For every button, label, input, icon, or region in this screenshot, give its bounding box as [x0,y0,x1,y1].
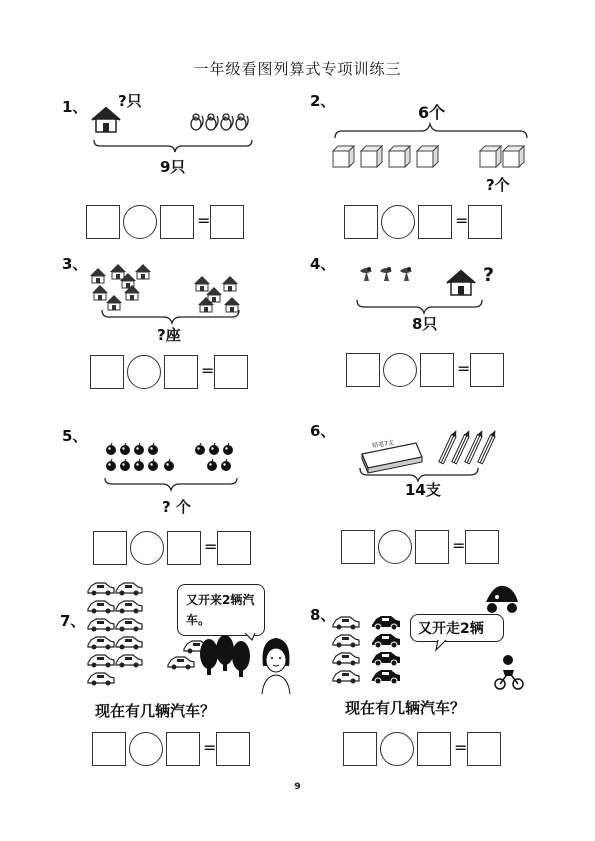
mountain-icon [90,264,240,312]
answer-box[interactable] [164,355,198,389]
answer-box[interactable] [214,355,248,389]
answer-box[interactable] [217,531,251,565]
problem-7-bubble-text: 又开来2辆汽车。 [186,593,255,627]
operator-circle[interactable] [378,530,412,564]
answer-box[interactable] [468,205,502,239]
problem-7-question: 现在有几辆汽车？ [95,702,216,720]
problem-2-top-label: 6个 [418,103,446,122]
problem-8-question: 现在有几辆汽车？ [345,699,466,717]
equals-sign: = [203,738,217,757]
operator-circle[interactable] [129,732,163,766]
answer-box[interactable] [93,531,127,565]
house-icon [447,271,475,295]
problem-3-bottom-label: ?座 [157,326,181,344]
problem-6-number: 6、 [310,422,336,440]
answer-box[interactable] [465,530,499,564]
equals-sign: = [201,361,215,380]
operator-circle[interactable] [123,205,157,239]
bird-icon [360,267,412,281]
page-title: 一年级看图列算式专项训练三 [193,60,402,78]
problem-3-brace [102,310,239,323]
answer-box[interactable] [92,732,126,766]
problem-4-question-mark: ? [483,264,495,286]
bubble-8-tail [436,640,446,650]
page-number: 9 [294,782,301,792]
equals-sign: = [457,359,471,378]
problem-3-number: 3、 [62,255,88,273]
answer-box[interactable] [467,732,501,766]
problem-2-number: 2、 [310,92,336,110]
problem-4-brace [357,300,482,313]
girl-icon [262,638,290,694]
operator-circle[interactable] [381,205,415,239]
problem-1-bottom-label: 9只 [160,158,186,176]
pencil-icon [439,429,498,464]
tree-icon [200,635,250,677]
answer-box[interactable] [418,205,452,239]
cube-icon [333,146,524,167]
bubble-7-tail [245,633,255,640]
equals-sign: = [204,537,218,556]
equals-sign: = [197,211,211,230]
pencil-box-text: 铅笔7支 [371,439,395,450]
equals-sign: = [455,211,469,230]
answer-box[interactable] [90,355,124,389]
problem-6-bottom-label: 14支 [405,481,441,499]
operator-circle[interactable] [380,732,414,766]
answer-box[interactable] [470,353,504,387]
problem-5-bottom-label: ? 个 [162,498,191,516]
car-icon [88,583,210,686]
answer-box[interactable] [167,531,201,565]
answer-box[interactable] [415,530,449,564]
problem-8-number: 8、 [310,606,336,624]
operator-circle[interactable] [127,355,161,389]
car-icon [333,616,400,684]
problem-8-bubble-text: 又开走2辆 [418,621,484,637]
problem-1-top-label: ?只 [118,92,142,110]
problem-5-number: 5、 [62,427,88,445]
house-icon [92,108,120,132]
answer-box[interactable] [343,732,377,766]
answer-box[interactable] [216,732,250,766]
answer-box[interactable] [346,353,380,387]
squirrel-icon [191,114,248,130]
pencil-box-icon [362,443,422,473]
motorbike-icon [486,586,523,689]
answer-box[interactable] [166,732,200,766]
problem-4-bottom-label: 8只 [412,315,438,333]
answer-box[interactable] [160,205,194,239]
answer-box[interactable] [344,205,378,239]
answer-box[interactable] [417,732,451,766]
answer-box[interactable] [210,205,244,239]
problem-1-brace [94,140,252,152]
problem-4-number: 4、 [310,255,336,273]
answer-box[interactable] [86,205,120,239]
apple-icon [106,443,233,471]
answer-box[interactable] [420,353,454,387]
problem-2-bottom-label: ?个 [486,176,510,194]
equals-sign: = [452,536,466,555]
problem-1-number: 1、 [62,98,88,116]
problem-5-brace [105,478,237,490]
operator-circle[interactable] [383,353,417,387]
answer-box[interactable] [341,530,375,564]
operator-circle[interactable] [130,531,164,565]
equals-sign: = [454,738,468,757]
problem-7-number: 7、 [60,612,86,630]
problem-2-brace [335,124,527,138]
